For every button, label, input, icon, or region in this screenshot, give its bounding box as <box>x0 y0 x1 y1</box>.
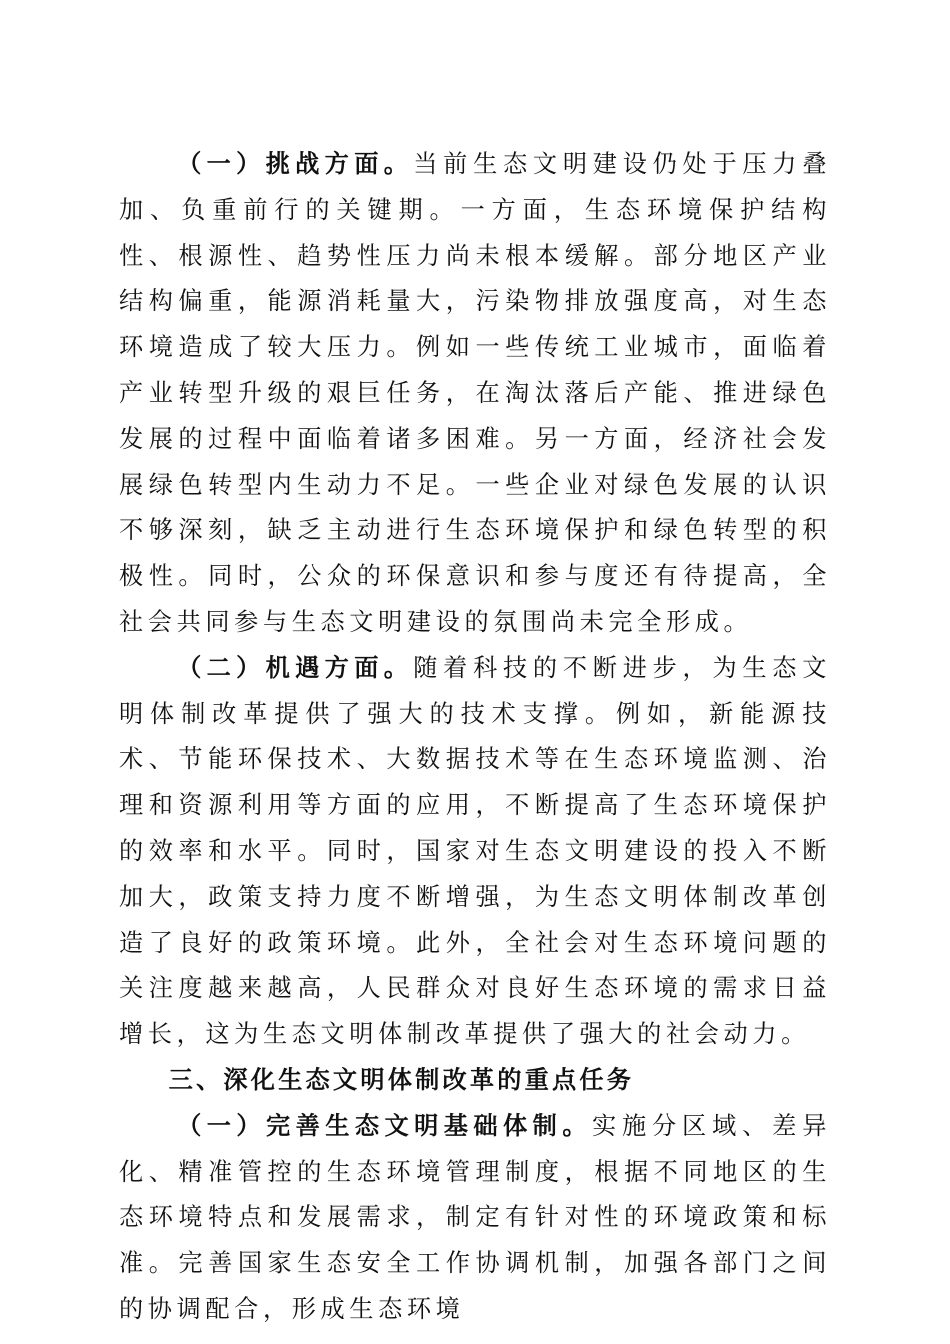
paragraph-body-challenges: 当前生态文明建设仍处于压力叠加、负重前行的关键期。一方面，生态环境保护结构性、根源性、趋势性压力尚未根本缓解。部分地区产业结构偏重，能源消耗量大，污染物排放强度高，对生态环境造成了较大压力。例如一些传统工业城市，面临着产业转型升级的艰巨任务，在淘汰落后产能、推进绿色发展的过程中面临着诸多困难。另一方面，经济社会发展绿色转型内生动力不足。一些企业对绿色发展的认识不够深刻，缺乏主动进行生态环境保护和绿色转型的积极性。同时，公众的环保意识和参与度还有待提高，全社会共同参与生态文明建设的氛围尚未完全形成。 <box>119 150 831 636</box>
document-page <box>119 142 831 1333</box>
paragraph-lead-basic-system: （一）完善生态文明基础体制。 <box>177 1111 592 1140</box>
section-heading: 三、深化生态文明体制改革的重点任务 <box>168 1065 635 1094</box>
paragraph-basic-system <box>119 1104 831 1333</box>
paragraph-lead-challenges: （一）挑战方面。 <box>177 150 414 178</box>
paragraph-body-opportunities: 随着科技的不断进步，为生态文明体制改革提供了强大的技术支撑。例如，新能源技术、节能环保技术、大数据技术等在生态环境监测、治理和资源利用等方面的应用，不断提高了生态环境保护的效率和水平。同时，国家对生态文明建设的投入不断加大，政策支持力度不断增强，为生态文明体制改革创造了良好的政策环境。此外，全社会对生态环境问题的关注度越来越高，人民群众对良好生态环境的需求日益增长，这为生态文明体制改革提供了强大的社会动力。 <box>119 653 831 1049</box>
paragraph-body-basic-system: 实施分区域、差异化、精准管控的生态环境管理制度，根据不同地区的生态环境特点和发展需求，制定有针对性的环境政策和标准。完善国家生态安全工作协调机制，加强各部门之间的协调配合，形成生态环境 <box>119 1111 831 1323</box>
paragraph-challenges <box>119 142 831 646</box>
paragraph-lead-opportunities: （二）机遇方面。 <box>177 653 414 682</box>
paragraph-opportunities <box>119 646 831 1058</box>
